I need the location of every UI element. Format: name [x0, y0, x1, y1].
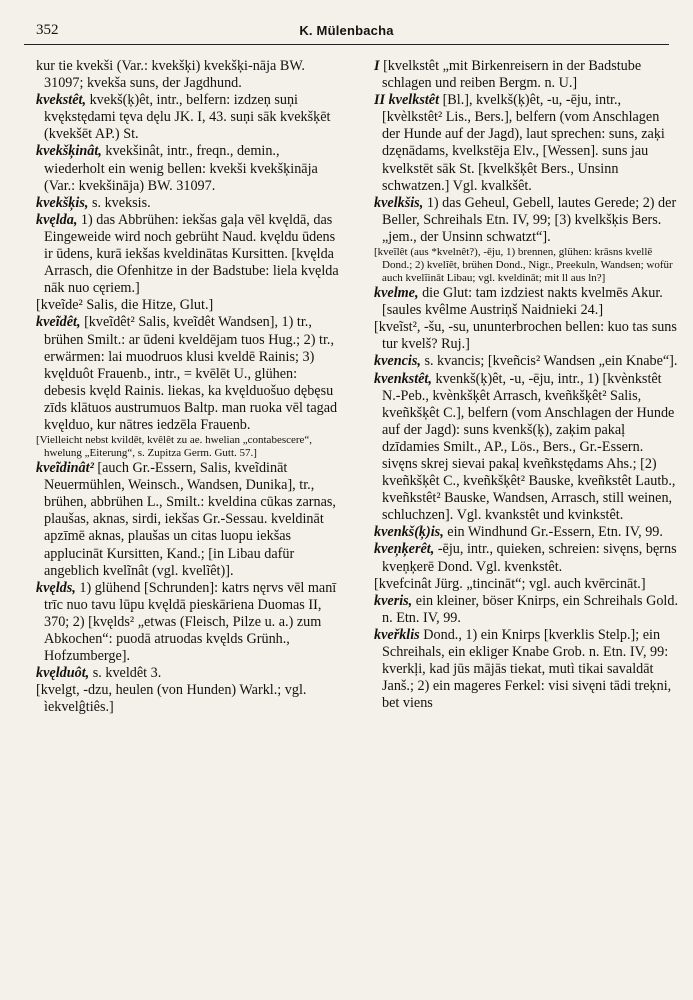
entry-body: [kvefcinât Jürg. „tincināt“; vgl. auch kvērcināt.]: [374, 575, 646, 592]
dictionary-entry: [36, 460, 341, 580]
entry-body: s. kveldêt 3.: [92, 665, 162, 682]
entry-body: s. kvancis; [kveñcis² Wandsen „ein Knabe“].: [424, 353, 678, 370]
dictionary-entry: [374, 285, 679, 319]
entry-headword: kvenkš(ķ)is,: [374, 524, 444, 541]
entry-headword: kvekšķinât,: [36, 143, 102, 160]
entry-headword: kveris,: [374, 592, 413, 609]
entry-headword: kvekstêt,: [36, 92, 87, 109]
entry-body: [kveĩdêt² Salis, kveĩdêt Wandsen], 1) tr., brühen Smilt.: ar ūdeni kveldējam tuos Hug.; 2) tr., erwärmen: lai muodruos klusi kveldē Rainis; 3) kvęlduôt Frauenb., intr., = kvēlēt U., glühen: debesis kvęld Rainis. liekas, ka kvęlduošuo dębęsu zīds klātuos austrumuos Baltp. man ruoka vēl tagad kvęlduo, kur nātres iedzēla Frauenb.: [44, 314, 338, 433]
dictionary-entry: [374, 576, 679, 593]
entry-headword: kveřklis: [374, 626, 420, 643]
entry-body: s. kveksis.: [91, 194, 151, 211]
dictionary-entry: [36, 92, 341, 143]
dictionary-entry: [374, 92, 679, 195]
dictionary-entry: [374, 593, 679, 627]
entry-body: kvenkš(ķ)êt, -u, -ēju, intr., 1) [kvènkstêt N.-Peb., kvènkšķêt Arrasch, kveñkšķêt² Salis, kveñkšķêt C.], belfern (vom Anschlagen der Hunde auf der Jagd): suns kvenkš(ķ), zaķim pakaļ dzīdamies Smilt., AP., Lös., Bers., Gr.-Essern. sivęns skrej sievai pakaļ kveñkstędams Ahs.; [2) kveñkšķêt C., kveñkšķêt² Bauske, kveñkstêt Lautb., kveñkstêt² Bauske, Wandsen, Arrasch, still weinen, schluchzen]. Vgl. kvankstêt und kvinkstêt.: [382, 370, 676, 524]
dictionary-entry: [374, 627, 679, 712]
entry-body: ein kleiner, böser Knirps, ein Schreihals Gold. n. Etn. IV, 99.: [382, 592, 679, 626]
entry-headword: kvęlda,: [36, 211, 78, 228]
entry-headword: kvencis,: [374, 353, 421, 370]
dictionary-entry: [374, 353, 679, 370]
left-column: [36, 58, 341, 716]
entry-body: Dond., 1) ein Knirps [kverklis Stelp.]; ein Schreihals, ein ekliger Knabe Grob. n. Etn. IV, 99: kverkļi, kad jūs mājās tiekat, mutì tikai savaldāt Janš.; 2) ein mageres Ferkel: visi sivęni tādi treķni, bet viens: [382, 626, 672, 712]
dictionary-entry: [36, 195, 341, 212]
entry-headword: kveĩdinât²: [36, 460, 94, 477]
dictionary-entry: [36, 434, 341, 460]
entry-headword: kvenkstêt,: [374, 370, 432, 387]
page-number: 352: [36, 22, 59, 38]
dictionary-entry: [374, 195, 679, 246]
entry-body: die Glut: tam izdziest nakts kvelmēs Akur. [saules kvêlme Austriņš Naidnieki 24.]: [382, 285, 663, 319]
dictionary-entry: [374, 371, 679, 525]
right-column: [374, 58, 679, 712]
entry-headword: kvelme,: [374, 285, 419, 302]
entry-body: [kveĩde² Salis, die Hitze, Glut.]: [36, 297, 214, 314]
dictionary-entry: [36, 665, 341, 682]
entry-body: -ēju, intr., quieken, schreien: sivęns, bęrns kveņķerē Dond. Vgl. kvenkstêt.: [382, 541, 677, 575]
entry-headword: kvęlduôt,: [36, 665, 90, 682]
page-header: [24, 22, 669, 45]
entry-headword: kvelkšis,: [374, 194, 424, 211]
dictionary-entry: [36, 580, 341, 665]
entry-body: [Vielleicht nebst kvildēt, kvêlêt zu ae. hwelian „contabescere“, hwelung „Eiterung“, s. Zupitza Germ. Gutt. 57.]: [36, 434, 313, 460]
dictionary-entry: [36, 212, 341, 297]
entry-headword: I: [374, 58, 380, 74]
entry-headword: kveĩdêt,: [36, 314, 81, 331]
dictionary-entry: [36, 297, 341, 314]
dictionary-entry: [36, 143, 341, 194]
entry-headword: kvęlds,: [36, 579, 76, 596]
entry-headword: kvekšķis,: [36, 194, 89, 211]
entry-headword: kveņķerêt,: [374, 541, 435, 558]
entry-body: [kvelgt, -dzu, heulen (von Hunden) Warkl.; vgl. ìekvelĝtiês.]: [36, 682, 307, 716]
entry-body: kvekš(ķ)êt, intr., belfern: izdzeņ suņi kvękstędami tęva dęlu JK. I, 43. suņi sāk kvekšķēt (kvekšēt AP.) St.: [44, 92, 331, 143]
entry-body: [Bl.], kvelkš(ķ)êt, -u, -ēju, intr., [kvèlkstêt² Lis., Bers.], belfern (vom Anschlagen der Hunde auf der Jagd), laut sprechen: suns, zaķi dzęnādams, kvelkstēja Elv., [Wessen]. suns jau kvelkstēt sāk St. [kvelkšķêt Bers., Unsinn schwatzen.] Vgl. kvalkšêt.: [382, 92, 665, 194]
entry-body: [kvelkstêt „mit Birkenreisern in der Badstube schlagen und reiben Bergm. n. U.]: [382, 58, 642, 92]
entry-body: [kveĩst², -šu, -su, ununterbrochen bellen: kuo tas suns tur kvelš? Ruj.]: [374, 319, 677, 353]
entry-body: 1) das Abbrühen: iekšas gaļa vēl kvęldā, das Eingeweide wird noch gebrüht Naud. kvęldu ūdens ir ūdens, kurā iekšas kveldinātas Kursitten. [kvęlda Arrasch, die Ofenhitze in der Badstube: liela kvęlda nāk nuo cęriem.]: [44, 211, 339, 297]
dictionary-entry: [36, 58, 341, 92]
entry-body: kvekšinât, intr., freqn., demin., wiederholt ein wenig bellen: kvekši kvekšķināja (Var.: kvekšināja) BW. 31097.: [44, 143, 318, 194]
entry-body: [auch Gr.-Essern, Salis, kveĩdināt Neuermühlen, Weinsch., Wandsen, Dunika], tr., brühen, abbrühen L., Smilt.: kveldina cūkas zarnas, plaušas, aknas, sirdi, iekšas Gr.-Sessau. kveldināt apzīmē aknas, plaušas un citas luopu iekšas applucināt Kursitten, Kand.; [in Libau dafür angeblich kvelĩnât (vgl. kvelĩêt)].: [44, 460, 336, 579]
dictionary-entry: [374, 541, 679, 575]
entry-body: kur tie kvekši (Var.: kvekšķi) kvekšķi-nāja BW. 31097; kvekša suns, der Jagdhund.: [36, 58, 305, 92]
dictionary-entry: [374, 524, 679, 541]
entry-body: 1) das Geheul, Gebell, lautes Gerede; 2) der Beller, Schreihals Etn. IV, 99; [3) kvelkšķis Bers. „jem., der Unsinn schwatzt“].: [382, 194, 677, 245]
entry-headword: II kvelkstêt: [374, 92, 440, 109]
dictionary-entry: [36, 314, 341, 434]
dictionary-entry: [374, 246, 679, 285]
entry-body: 1) glühend [Schrunden]: katrs nęrvs vēl manī trīc nuo tavu lūpu kvęldā pieskāriena Duomas II, 370; 2) [kvęlds² „etwas (Fleisch, Pilze u. a.) zum Abkochen“: puodā atruodas kvęlds Grünh., Hofzumberge].: [44, 579, 337, 665]
dictionary-entry: [374, 58, 679, 92]
dictionary-entry: [36, 682, 341, 716]
running-title: K. Mülenbacha: [299, 23, 394, 38]
entry-body: [kveĩlêt (aus *kvelnêt?), -ēju, 1) brennen, glühen: krāsns kvellē Dond.; 2) kvelĩêt, brühen Dond., Nigr., Preekuln, Wandsen; wofür auch kvelĩināt Libau; vgl. kveldināt; mit ll aus ln?]: [374, 246, 673, 285]
dictionary-entry: [374, 319, 679, 353]
entry-body: ein Windhund Gr.-Essern, Etn. IV, 99.: [447, 524, 663, 541]
